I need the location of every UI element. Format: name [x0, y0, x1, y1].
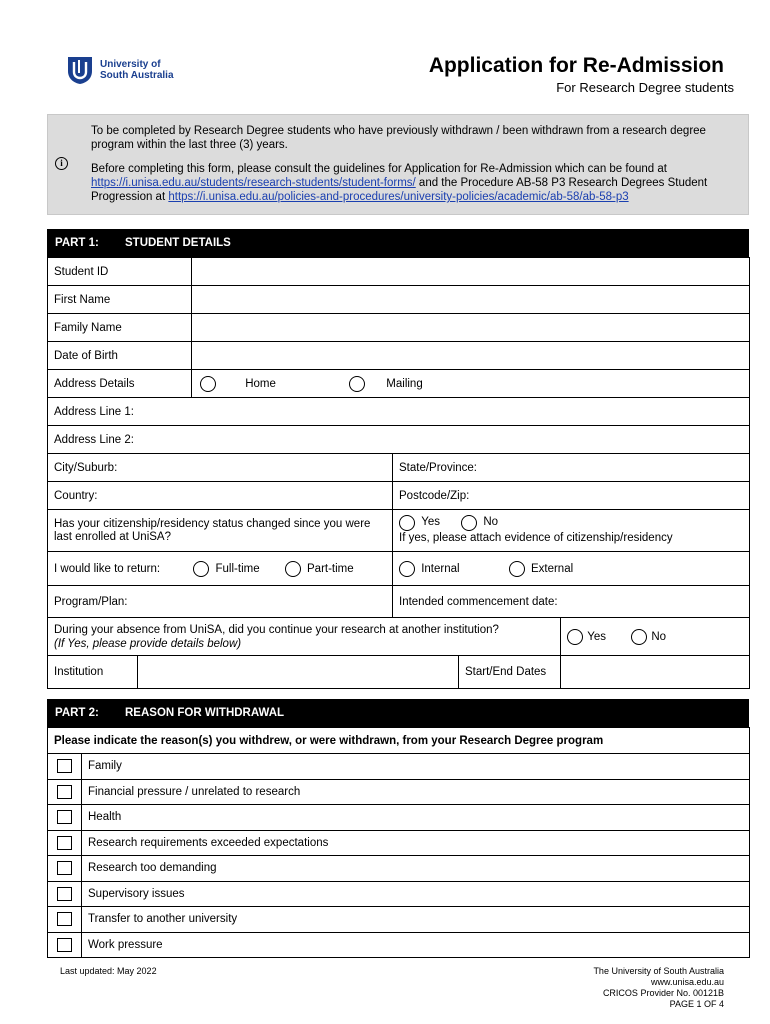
- student-id-input[interactable]: [192, 258, 750, 286]
- citizenship-note: If yes, please attach evidence of citizenship/residency: [399, 532, 673, 545]
- parttime-radio[interactable]: [285, 561, 301, 577]
- university-logo: [66, 55, 174, 85]
- part2-header: [47, 699, 749, 727]
- last-updated: Last updated: May 2022: [60, 966, 157, 976]
- reason-checkbox-transfer[interactable]: [57, 912, 72, 926]
- reason-row: [48, 779, 750, 805]
- page-number: PAGE 1 OF 4: [669, 999, 724, 1009]
- absence-no-label: No: [651, 630, 667, 643]
- first-name-label: First Name: [48, 286, 192, 314]
- absence-yes-radio[interactable]: [567, 629, 583, 645]
- absence-no-radio[interactable]: [631, 629, 647, 645]
- info-paragraph-1: To be completed by Research Degree students who have previously withdrawn / been withdrawn from a research degree program within the last three (3) years.: [91, 125, 706, 151]
- citizenship-no-radio[interactable]: [461, 515, 477, 531]
- reason-label-health: Health: [82, 805, 750, 831]
- withdrawal-prompt: Please indicate the reason(s) you withdrew, or were withdrawn, from your Research Degree program: [48, 728, 750, 754]
- reason-checkbox-financial[interactable]: [57, 785, 72, 799]
- reason-label-work: Work pressure: [82, 932, 750, 958]
- absence-question: During your absence from UniSA, did you continue your research at another institution?: [54, 623, 499, 636]
- reason-label-financial: Financial pressure / unrelated to research: [82, 779, 750, 805]
- student-forms-link[interactable]: https://i.unisa.edu.au/students/research-students/student-forms/: [91, 177, 416, 189]
- reason-row: [48, 856, 750, 882]
- family-name-row: [48, 314, 750, 342]
- form-subtitle: For Research Degree students: [556, 80, 734, 95]
- internal-label: Internal: [421, 562, 460, 575]
- family-name-input[interactable]: [192, 314, 750, 342]
- return-label: I would like to return:: [54, 562, 161, 575]
- reason-row: [48, 830, 750, 856]
- absence-table: [47, 617, 750, 689]
- logo-line-2: South Australia: [100, 70, 174, 81]
- dob-label: Date of Birth: [48, 342, 192, 370]
- address-type-row: [48, 370, 750, 398]
- reason-row: [48, 907, 750, 933]
- family-name-label: Family Name: [48, 314, 192, 342]
- withdrawal-reasons-table: [47, 727, 750, 958]
- citizenship-row: [48, 510, 750, 552]
- country-postcode-row: [48, 482, 750, 510]
- footer-university: The University of South Australia: [593, 966, 724, 976]
- reason-label-demanding: Research too demanding: [82, 856, 750, 882]
- fulltime-label: Full-time: [215, 562, 260, 575]
- info-paragraph-2: Before completing this form, please consult the guidelines for Application for Re-Admission which can be found at https://i.unisa.edu.au/students/research-students/student-forms/ and the Procedure AB-58 P3 Research Degrees Student Progression at https://i.unisa.edu.au/policies-and-procedures/university-policies/academic/ab-58/ab-58-p3: [91, 163, 708, 203]
- citizenship-yes-label: Yes: [421, 516, 440, 529]
- external-label: External: [530, 562, 574, 575]
- reason-checkbox-health[interactable]: [57, 810, 72, 824]
- part1-header: [47, 229, 749, 257]
- footer-info: [593, 966, 724, 1010]
- reason-label-supervisory: Supervisory issues: [82, 881, 750, 907]
- first-name-row: [48, 286, 750, 314]
- logo-line-1: University of: [100, 59, 161, 70]
- absence-note: (If Yes, please provide details below): [54, 637, 242, 650]
- part2-number: PART 2:: [55, 707, 99, 719]
- address-line1-field[interactable]: Address Line 1:: [48, 398, 750, 426]
- institution-label: Institution: [48, 656, 138, 689]
- fulltime-radio[interactable]: [193, 561, 209, 577]
- reason-label-requirements: Research requirements exceeded expectations: [82, 830, 750, 856]
- reason-row: [48, 881, 750, 907]
- address-details-label: Address Details: [48, 370, 192, 398]
- city-state-row: [48, 454, 750, 482]
- postcode-field[interactable]: Postcode/Zip:: [393, 482, 750, 510]
- first-name-input[interactable]: [192, 286, 750, 314]
- student-id-label: Student ID: [48, 258, 192, 286]
- country-field[interactable]: Country:: [48, 482, 393, 510]
- unisa-logo-icon: [66, 55, 94, 85]
- institution-input[interactable]: [138, 656, 459, 689]
- mailing-radio[interactable]: [349, 376, 365, 392]
- city-field[interactable]: City/Suburb:: [48, 454, 393, 482]
- dob-input[interactable]: [192, 342, 750, 370]
- mailing-label: Mailing: [386, 377, 423, 390]
- reason-label-transfer: Transfer to another university: [82, 907, 750, 933]
- program-row: [48, 586, 750, 618]
- reason-checkbox-requirements[interactable]: [57, 836, 72, 850]
- footer-website: www.unisa.edu.au: [650, 977, 724, 987]
- state-field[interactable]: State/Province:: [393, 454, 750, 482]
- home-radio[interactable]: [200, 376, 216, 392]
- absence-row: [48, 618, 750, 656]
- info-box: [47, 114, 749, 215]
- footer-cricos: CRICOS Provider No. 00121B: [602, 988, 724, 998]
- parttime-label: Part-time: [307, 562, 354, 575]
- reason-checkbox-work[interactable]: [57, 938, 72, 952]
- return-row: [48, 552, 750, 586]
- withdrawal-prompt-row: [48, 728, 750, 754]
- home-label: Home: [245, 377, 276, 390]
- external-radio[interactable]: [509, 561, 525, 577]
- reason-row: [48, 754, 750, 780]
- internal-radio[interactable]: [399, 561, 415, 577]
- commencement-field[interactable]: Intended commencement date:: [393, 586, 750, 618]
- address-table: [47, 397, 750, 552]
- dates-label: Start/End Dates: [459, 656, 561, 689]
- dob-row: [48, 342, 750, 370]
- citizenship-question: Has your citizenship/residency status changed since you were last enrolled at UniSA?: [48, 510, 393, 552]
- dates-input[interactable]: [561, 656, 750, 689]
- form-title: Application for Re-Admission: [428, 54, 724, 77]
- citizenship-no-label: No: [483, 516, 499, 529]
- student-id-row: [48, 258, 750, 286]
- reason-checkbox-demanding[interactable]: [57, 861, 72, 875]
- address-line2-field[interactable]: Address Line 2:: [48, 426, 750, 454]
- address-line1-row: [48, 398, 750, 426]
- part2-title: REASON FOR WITHDRAWAL: [125, 707, 285, 719]
- address-line2-row: [48, 426, 750, 454]
- part1-number: PART 1:: [55, 237, 99, 249]
- reason-checkbox-supervisory[interactable]: [57, 887, 72, 901]
- part1-title: STUDENT DETAILS: [125, 237, 231, 249]
- reason-label-family: Family: [82, 754, 750, 780]
- procedure-ab58-link[interactable]: https://i.unisa.edu.au/policies-and-procedures/university-policies/academic/ab-58/ab-58-p3: [168, 191, 629, 203]
- return-table: [47, 551, 750, 618]
- student-details-table: [47, 257, 750, 398]
- institution-row: [48, 656, 750, 689]
- absence-yes-label: Yes: [587, 630, 606, 643]
- program-field[interactable]: Program/Plan:: [48, 586, 393, 618]
- reason-row: [48, 805, 750, 831]
- reason-checkbox-family[interactable]: [57, 759, 72, 773]
- info-icon: i: [55, 157, 68, 170]
- reason-row: [48, 932, 750, 958]
- citizenship-yes-radio[interactable]: [399, 515, 415, 531]
